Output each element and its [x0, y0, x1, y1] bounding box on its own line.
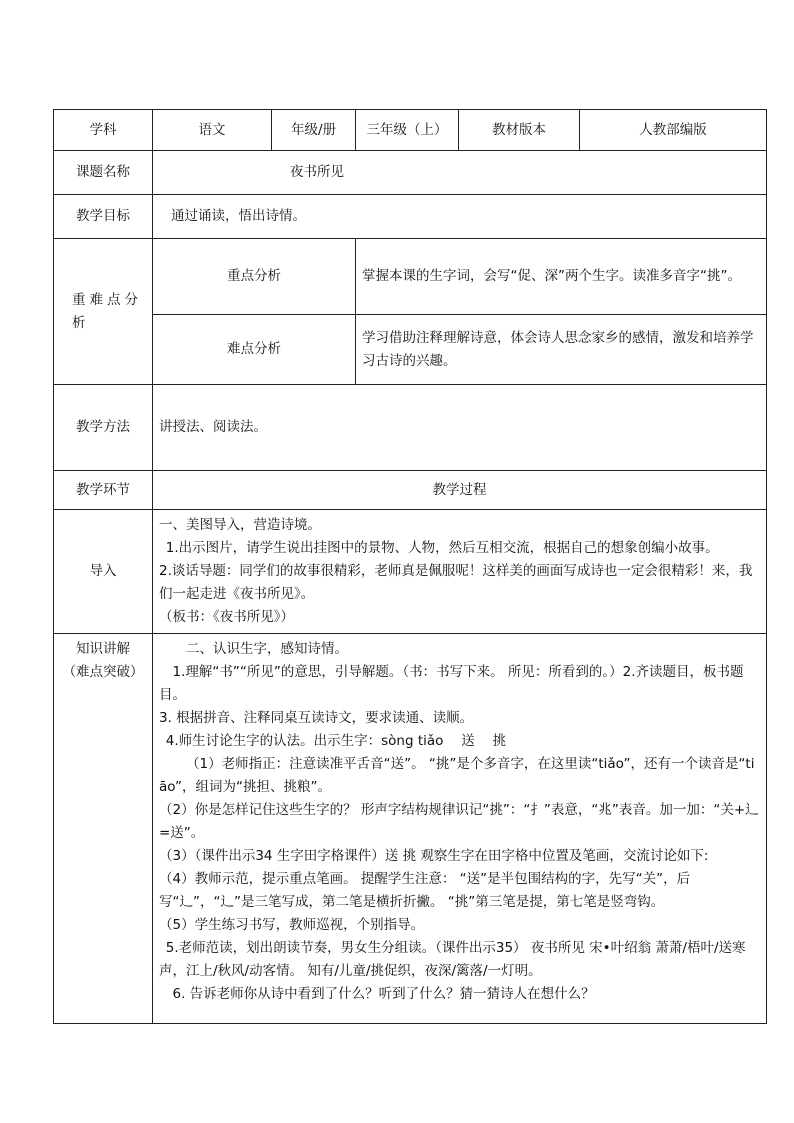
goal-label: 教学目标	[54, 195, 153, 239]
method-label: 教学方法	[54, 385, 153, 471]
intro-line-2: 1.出示图片，请学生说出挂图中的景物、人物，然后互相交流，根据自己的想象创编小故事。	[165, 540, 719, 556]
intro-line-4: （板书：《夜书所见》）	[159, 609, 294, 625]
knowledge-content	[153, 634, 767, 1024]
edition-value: 人教部编版	[580, 110, 767, 151]
knowledge-line-9: （5）学生练习书写，教师巡视，个别指导。	[159, 917, 425, 933]
difficult-analysis-label: 难点分析	[153, 315, 356, 385]
knowledge-line-10: 5.老师范读，划出朗读节奏，男女生分组读。（课件出示35） 夜书所见 宋•叶绍翁 萧萧/梧叶/送寒声，江上/秋风/动客情。 知有/儿童/挑促织，夜深/篱落/一灯明。	[159, 940, 746, 979]
knowledge-line-4: 4.师生讨论生字的认法。出示生字：sòng tiǎo 送 挑	[165, 733, 506, 749]
lesson-plan-table	[53, 109, 767, 1024]
grade-value: 三年级（上）	[356, 110, 459, 151]
intro-content	[153, 510, 767, 634]
knowledge-line-3: 3. 根据拼音、注释同桌互读诗文，要求读通、读顺。	[159, 710, 474, 726]
subject-label: 学科	[54, 110, 153, 151]
key-analysis-value: 掌握本课的生字词，会写“促、深”两个生字。读准多音字“挑”。	[356, 239, 767, 315]
topic-title: 夜书所见	[290, 164, 344, 180]
intro-line-3: 2.谈话导题：同学们的故事很精彩，老师真是佩服呢！这样美的画面写成诗也一定会很精彩！来，我们一起走进《夜书所见》。	[159, 563, 753, 602]
knowledge-line-2: 1.理解“书”“所见”的意思，引导解题。（书：书写下来。 所见：所看到的。）2.齐读题目，板书题目。	[159, 664, 744, 703]
knowledge-line-5: （1）老师指正：注意读准平舌音“送”。 “挑”是个多音字，在这里读“tiǎo”，还有一个读音是“tiāo”，组词为“挑担、挑粮”。	[159, 756, 755, 795]
subject-value: 语文	[153, 110, 272, 151]
knowledge-label-line-1: 知识讲解	[76, 641, 130, 657]
knowledge-label	[54, 634, 153, 1024]
intro-label: 导入	[54, 510, 153, 634]
analysis-label: 重难点分析	[54, 239, 153, 385]
grade-label: 年级/册	[272, 110, 356, 151]
intro-line-1: 一、美图导入，营造诗境。	[159, 517, 321, 533]
knowledge-line-1: 二、认识生字，感知诗情。	[186, 641, 348, 657]
method-value: 讲授法、阅读法。	[153, 385, 767, 471]
topic-value	[153, 151, 767, 195]
process-header-value: 教学过程	[153, 471, 767, 510]
topic-label: 课题名称	[54, 151, 153, 195]
knowledge-line-11: 6. 告诉老师你从诗中看到了什么？听到了什么？猜一猜诗人在想什么？	[172, 986, 595, 1002]
goal-value: 通过诵读，悟出诗情。	[153, 195, 767, 239]
knowledge-line-8: （4）教师示范，提示重点笔画。 提醒学生注意： “送”是半包围结构的字，先写“关”，后写“辶”，“辶”是三笔写成，第二笔是横折折撇。 “挑”第三笔是提，第七笔是竖弯钩。	[159, 871, 691, 910]
knowledge-line-7: （3）（课件出示34 生字田字格课件）送 挑 观察生字在田字格中位置及笔画，交流讨论如下:	[159, 848, 709, 864]
key-analysis-label: 重点分析	[153, 239, 356, 315]
knowledge-line-6: （2）你是怎样记住这些生字的？ 形声字结构规律识记“挑”：“扌”表意，“兆”表音。加一加：“关+辶=送”。	[159, 802, 759, 841]
knowledge-label-line-2: （难点突破）	[62, 664, 144, 680]
edition-label: 教材版本	[459, 110, 580, 151]
difficult-analysis-value: 学习借助注释理解诗意，体会诗人思念家乡的感情，激发和培养学习古诗的兴趣。	[356, 315, 767, 385]
process-header-label: 教学环节	[54, 471, 153, 510]
